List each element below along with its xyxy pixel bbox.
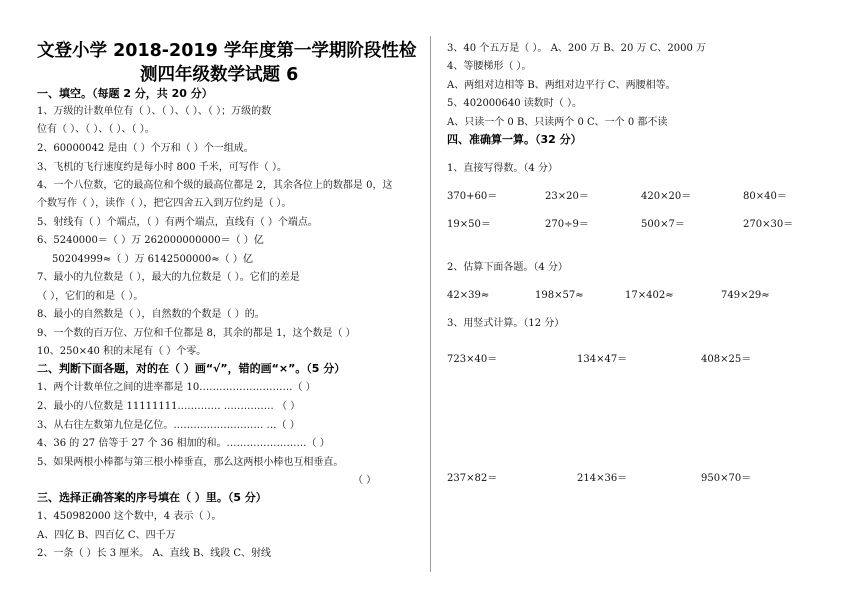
column-divider bbox=[430, 36, 431, 572]
page-title-line2: 测四年级数学试题 6 bbox=[140, 65, 299, 85]
vertical-calc-item: 214×36＝ bbox=[577, 473, 628, 484]
judge-q5-answer-blank: （ ） bbox=[353, 475, 377, 486]
judge-q4: 4、36 的 27 倍等于 27 个 36 相加的和。……………………（ ） bbox=[37, 438, 330, 449]
fill-q2: 2、60000042 是由（ ）个万和（ ）个一组成。 bbox=[37, 143, 254, 154]
choice-q5: 5、402000640 读数时（ ）。 bbox=[447, 98, 582, 109]
estimate-item: 198×57≈ bbox=[535, 290, 584, 301]
oral-calc-item: 80×40＝ bbox=[743, 191, 787, 202]
fill-q6-line1: 6、5240000＝（ ）万 262000000000＝（ ）亿 bbox=[37, 235, 264, 246]
calc-sub3-heading: 3、用竖式计算。（12 分） bbox=[447, 318, 565, 329]
oral-calc-item: 270×30＝ bbox=[743, 219, 794, 230]
fill-q1-line1: 1、万级的计数单位有（ ）、（ ）、（ ）、（ ）；万级的数 bbox=[37, 106, 272, 117]
vertical-calc-item: 950×70＝ bbox=[701, 473, 752, 484]
judge-q1: 1、两个计数单位之间的进率都是 10.………………………（ ） bbox=[37, 382, 316, 393]
section2-heading: 二、判断下面各题，对的在（ ）画“√”，错的画“×”。（5 分） bbox=[37, 362, 346, 375]
fill-q10: 10、250×40 积的末尾有（ ）个零。 bbox=[37, 346, 207, 357]
vertical-calc-item: 408×25＝ bbox=[701, 354, 752, 365]
vertical-calc-item: 723×40＝ bbox=[447, 354, 498, 365]
choice-q4-options: A、两组对边相等 B、两组对边平行 C、两腰相等。 bbox=[447, 80, 676, 91]
judge-q2: 2、最小的八位数是 11111111.………… …………… （ ） bbox=[37, 401, 301, 412]
section4-heading: 四、准确算一算。（32 分） bbox=[447, 133, 582, 146]
fill-q7-line1: 7、最小的九位数是（ ），最大的九位数是（ ）。它们的差是 bbox=[37, 272, 300, 283]
estimate-item: 42×39≈ bbox=[447, 290, 490, 301]
fill-q1-line2: 位有（ ）、（ ）、（ ）、（ ）。 bbox=[37, 124, 155, 135]
judge-q3: 3、从右往左数第九位是亿位。……………………… …（ ） bbox=[37, 420, 300, 431]
fill-q7-line2: （ ），它们的和是（ ）。 bbox=[37, 291, 144, 302]
fill-q9: 9、一个数的百万位、万位和千位都是 8，其余的都是 1，这个数是（ ） bbox=[37, 328, 356, 339]
fill-q8: 8、最小的自然数是（ ），自然数的个数是（ ）的。 bbox=[37, 309, 265, 320]
judge-q5: 5、如果两根小棒都与第三根小棒垂直，那么这两根小棒也互相垂直。 bbox=[37, 457, 344, 468]
fill-q6-line2: 50204999≈（ ）万 6142500000≈（ ）亿 bbox=[52, 254, 253, 265]
oral-calc-item: 23×20＝ bbox=[545, 191, 589, 202]
choice-q1: 1、450982000 这个数中，4 表示（ ）。 bbox=[37, 511, 222, 522]
choice-q5-options: A、只读一个 0 B、只读两个 0 C、一个 0 都不读 bbox=[447, 117, 668, 128]
estimate-item: 749×29≈ bbox=[721, 290, 770, 301]
oral-calc-item: 370+60＝ bbox=[447, 191, 498, 202]
page-title-line1: 文登小学 2018-2019 学年度第一学期阶段性检 bbox=[37, 41, 417, 61]
fill-q4-line1: 4、一个八位数，它的最高位和个级的最高位都是 2，其余各位上的数都是 0，这 bbox=[37, 180, 393, 191]
vertical-calc-item: 237×82＝ bbox=[447, 473, 498, 484]
calc-sub1-heading: 1、直接写得数。（4 分） bbox=[447, 163, 558, 174]
fill-q4-line2: 个数写作（ ），读作（ ），把它四舍五入到万位约是（ ）。 bbox=[37, 198, 292, 209]
choice-q3: 3、40 个五万是（ ）。 A、200 万 B、20 万 C、2000 万 bbox=[447, 43, 706, 54]
estimate-item: 17×402≈ bbox=[625, 290, 674, 301]
section1-heading: 一、填空。（每题 2 分，共 20 分） bbox=[37, 87, 213, 100]
oral-calc-item: 420×20＝ bbox=[641, 191, 692, 202]
vertical-calc-item: 134×47＝ bbox=[577, 354, 628, 365]
oral-calc-item: 270÷9＝ bbox=[545, 219, 589, 230]
section3-heading: 三、选择正确答案的序号填在（ ）里。（5 分） bbox=[37, 491, 267, 504]
oral-calc-item: 19×50＝ bbox=[447, 219, 491, 230]
fill-q3: 3、飞机的飞行速度约是每小时 800 千米，可写作（ ）。 bbox=[37, 162, 287, 173]
choice-q1-options: A、四亿 B、四百亿 C、四千万 bbox=[37, 530, 176, 541]
choice-q2: 2、一条（ ）长 3 厘米。 A、直线 B、线段 C、射线 bbox=[37, 548, 272, 559]
choice-q4: 4、等腰梯形（ ）。 bbox=[447, 61, 532, 72]
fill-q5: 5、射线有（ ）个端点，（ ）有两个端点，直线有（ ）个端点。 bbox=[37, 217, 318, 228]
calc-sub2-heading: 2、估算下面各题。（4 分） bbox=[447, 262, 568, 273]
oral-calc-item: 500×7＝ bbox=[641, 219, 685, 230]
